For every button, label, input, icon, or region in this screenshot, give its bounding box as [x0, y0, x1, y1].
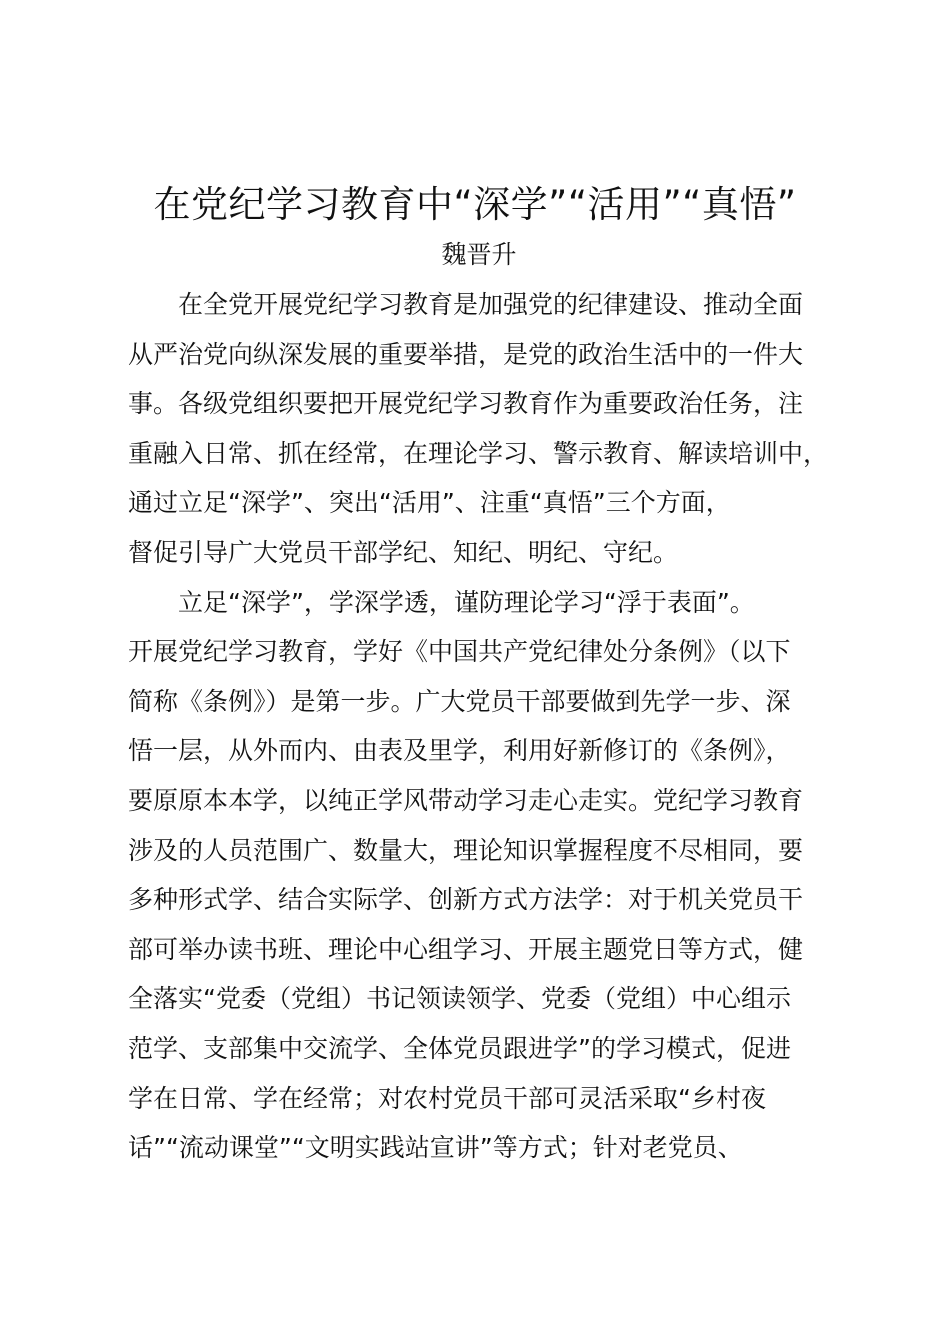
body-text [128, 280, 838, 1173]
text-line: 在全党开展党纪学习教育是加强党的纪律建设、推动全面 [178, 290, 804, 319]
text-line: 悟一层，从外而内、由表及里学，利用好新修订的《条例》， [128, 736, 791, 766]
text-line: 重融入日常、抓在经常，在理论学习、警示教育、解读培训中， [128, 438, 829, 468]
text-line: 学在日常、学在经常；对农村党员干部可灵活采取“乡村夜 [128, 1083, 766, 1113]
document-title: 在党纪学习教育中“深学”“活用”“真悟” [153, 183, 797, 226]
text-line: 从严治党向纵深发展的重要举措，是党的政治生活中的一件大 [128, 339, 804, 369]
text-line: 事。各级党组织要把开展党纪学习教育作为重要政治任务，注 [128, 389, 804, 419]
text-line: 督促引导广大党员干部学纪、知纪、明纪、守纪。 [128, 537, 679, 567]
text-line: 立足“深学”，学深学透，谨防理论学习“浮于表面”。 [178, 587, 755, 617]
text-line: 涉及的人员范围广、数量大，理论知识掌握程度不尽相同，要 [128, 835, 804, 865]
paragraph-2 [128, 578, 838, 1173]
text-line: 全落实“党委（党组）书记领读领学、党委（党组）中心组示 [128, 984, 791, 1014]
text-line: 简称《条例》）是第一步。广大党员干部要做到先学一步、深 [128, 686, 791, 716]
text-line: 要原原本本学，以纯正学风带动学习走心走实。党纪学习教育 [128, 785, 804, 815]
text-line: 多种形式学、结合实际学、创新方式方法学：对于机关党员干 [128, 885, 804, 915]
text-line: 范学、支部集中交流学、全体党员跟进学”的学习模式，促进 [128, 1033, 791, 1063]
author-name: 魏晋升 [441, 240, 517, 269]
text-line: 话”“流动课堂”“文明实践站宣讲”等方式；针对老党员、 [128, 1133, 743, 1163]
text-line: 部可举办读书班、理论中心组学习、开展主题党日等方式，健 [128, 934, 804, 964]
text-line: 通过立足“深学”、突出“活用”、注重“真悟”三个方面， [128, 488, 731, 518]
text-line: 开展党纪学习教育，学好《中国共产党纪律处分条例》（以下 [128, 637, 791, 667]
paragraph-1 [128, 280, 838, 578]
